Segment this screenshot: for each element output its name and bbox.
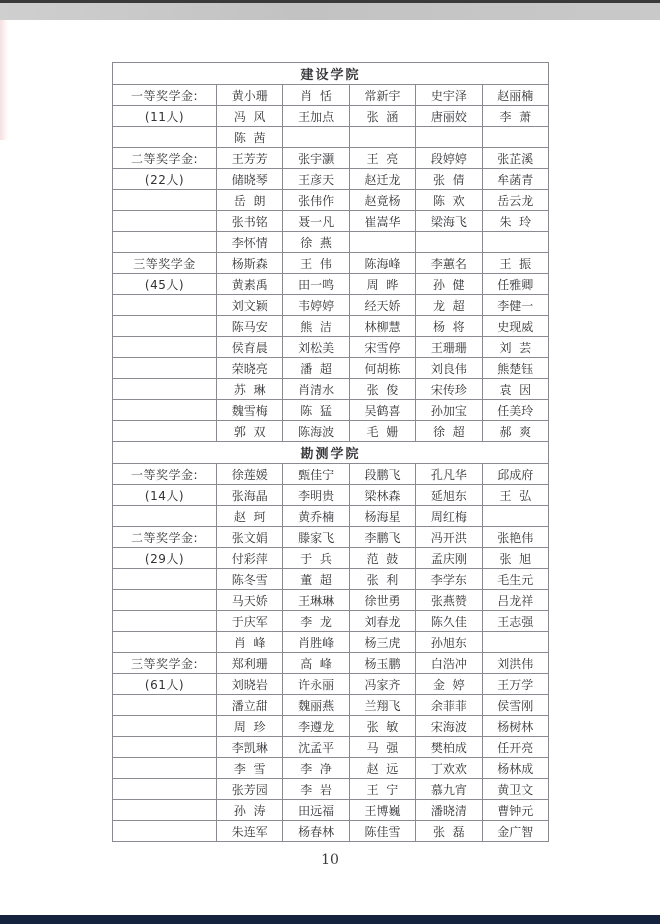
student-name-cell: 丁欢欢 [416,758,482,779]
student-name-cell: 王 振 [482,253,548,274]
student-name-cell: 张艳伟 [482,527,548,548]
award-empty-cell [113,127,217,148]
student-name-cell: 梁海飞 [416,211,482,232]
student-name-cell: 经天娇 [349,295,415,316]
student-name-cell: 魏丽燕 [283,695,349,716]
table-row [113,253,549,274]
student-name-cell: 杨海星 [349,506,415,527]
scan-bottom-bar [0,915,660,924]
student-name-cell: 张 利 [349,569,415,590]
student-name-cell: 孟庆刚 [416,548,482,569]
student-name-cell: 张 磊 [416,821,482,842]
student-name-cell: 田远福 [283,800,349,821]
student-name-cell: 赵丽楠 [482,85,548,106]
student-name-cell: 任开亮 [482,737,548,758]
scan-left-edge-shadow [0,20,8,140]
student-name-cell: 张伟作 [283,190,349,211]
award-empty-cell [113,190,217,211]
student-name-cell: 宋海波 [416,716,482,737]
student-name-cell [482,632,548,653]
student-name-cell: 董 超 [283,569,349,590]
student-name-cell: 宋雪停 [349,337,415,358]
award-empty-cell [113,695,217,716]
student-name-cell: 张海晶 [217,485,283,506]
award-empty-cell [113,358,217,379]
student-name-cell: 邱成府 [482,464,548,485]
student-name-cell: 段婷婷 [416,148,482,169]
student-name-cell: 刘春龙 [349,611,415,632]
award-empty-cell [113,590,217,611]
student-name-cell: 李健一 [482,295,548,316]
student-name-cell: 杨斯森 [217,253,283,274]
student-name-cell: 肖 恬 [283,85,349,106]
student-name-cell: 金广智 [482,821,548,842]
student-name-cell: 毛 姗 [349,421,415,442]
award-empty-cell [113,295,217,316]
student-name-cell: 徐世勇 [349,590,415,611]
award-empty-cell [113,611,217,632]
student-name-cell: 肖胜峰 [283,632,349,653]
student-name-cell: 张燕赞 [416,590,482,611]
student-name-cell: 徐 超 [416,421,482,442]
table-row [113,653,549,674]
student-name-cell [482,232,548,253]
award-empty-cell [113,506,217,527]
student-name-cell: 张宇灏 [283,148,349,169]
student-name-cell: 黄卫文 [482,779,548,800]
student-name-cell: 李怀情 [217,232,283,253]
student-name-cell: 李 龙 [283,611,349,632]
student-name-cell: 侯雪刚 [482,695,548,716]
student-name-cell: 史现威 [482,316,548,337]
student-name-cell: 王 弘 [482,485,548,506]
student-name-cell: 滕家飞 [283,527,349,548]
student-name-cell: 李凯琳 [217,737,283,758]
table-row [113,485,549,506]
student-name-cell: 熊 洁 [283,316,349,337]
page-number: 10 [321,852,339,868]
student-name-cell: 牟菡青 [482,169,548,190]
table-row [113,211,549,232]
student-name-cell: 李鹏飞 [349,527,415,548]
student-name-cell: 王 伟 [283,253,349,274]
award-count-cell: (11人) [113,106,217,127]
table-row [113,127,549,148]
award-empty-cell [113,316,217,337]
student-name-cell: 杨三虎 [349,632,415,653]
student-name-cell: 李学东 [416,569,482,590]
student-name-cell [482,506,548,527]
student-name-cell: 延旭东 [416,485,482,506]
student-name-cell: 高 峰 [283,653,349,674]
student-name-cell: 梁林森 [349,485,415,506]
student-name-cell: 于 兵 [283,548,349,569]
award-empty-cell [113,632,217,653]
student-name-cell [416,232,482,253]
student-name-cell: 余菲菲 [416,695,482,716]
award-empty-cell [113,400,217,421]
student-name-cell: 储晓琴 [217,169,283,190]
student-name-cell: 孙旭东 [416,632,482,653]
table-row [113,737,549,758]
award-name-cell: 三等奖学金: [113,653,217,674]
student-name-cell: 田一鸣 [283,274,349,295]
student-name-cell: 王彦天 [283,169,349,190]
table-row [113,379,549,400]
award-count-cell: (45人) [113,274,217,295]
table-row [113,106,549,127]
student-name-cell: 王珊珊 [416,337,482,358]
student-name-cell: 林柳慧 [349,316,415,337]
award-name-cell: 一等奖学金: [113,85,217,106]
student-name-cell: 陈久佳 [416,611,482,632]
table-row [113,758,549,779]
student-name-cell: 毛生元 [482,569,548,590]
student-name-cell: 李遵龙 [283,716,349,737]
student-name-cell: 徐莲媛 [217,464,283,485]
student-name-cell: 李 净 [283,758,349,779]
student-name-cell: 孙 健 [416,274,482,295]
table-row [113,632,549,653]
student-name-cell: 王志强 [482,611,548,632]
student-name-cell: 朱连军 [217,821,283,842]
student-name-cell: 白浩冲 [416,653,482,674]
student-name-cell: 李 萧 [482,106,548,127]
student-name-cell: 陈海波 [283,421,349,442]
student-name-cell: 陈佳雪 [349,821,415,842]
student-name-cell: 岳云龙 [482,190,548,211]
scholarship-table [112,62,549,842]
student-name-cell: 赵 远 [349,758,415,779]
student-name-cell: 唐丽姣 [416,106,482,127]
student-name-cell: 杨树林 [482,716,548,737]
award-count-cell: (29人) [113,548,217,569]
table-row [113,190,549,211]
table-row [113,716,549,737]
student-name-cell: 张文娟 [217,527,283,548]
student-name-cell: 赵迁龙 [349,169,415,190]
student-name-cell: 马 强 [349,737,415,758]
student-name-cell: 许永丽 [283,674,349,695]
student-name-cell: 张 敏 [349,716,415,737]
student-name-cell: 陈 欢 [416,190,482,211]
award-count-cell: (61人) [113,674,217,695]
award-empty-cell [113,821,217,842]
section-header-row [113,442,549,464]
student-name-cell: 李蕙名 [416,253,482,274]
student-name-cell: 杨 将 [416,316,482,337]
student-name-cell: 崔嵩华 [349,211,415,232]
student-name-cell: 王琳琳 [283,590,349,611]
award-empty-cell [113,379,217,400]
table-row [113,295,549,316]
student-name-cell: 马天娇 [217,590,283,611]
award-empty-cell [113,421,217,442]
student-name-cell: 孙 涛 [217,800,283,821]
student-name-cell: 孙加宝 [416,400,482,421]
student-name-cell [482,127,548,148]
table-row [113,821,549,842]
student-name-cell: 杨玉鹏 [349,653,415,674]
scan-top-band [0,3,660,20]
student-name-cell: 张 旭 [482,548,548,569]
table-row [113,548,549,569]
table-row [113,232,549,253]
student-name-cell: 周 珍 [217,716,283,737]
award-empty-cell [113,337,217,358]
student-name-cell: 王芳芳 [217,148,283,169]
table-row [113,506,549,527]
student-name-cell: 冯 风 [217,106,283,127]
table-row [113,148,549,169]
award-name-cell: 二等奖学金: [113,148,217,169]
student-name-cell: 陈海峰 [349,253,415,274]
award-empty-cell [113,716,217,737]
student-name-cell: 张芳园 [217,779,283,800]
student-name-cell: 陈 茜 [217,127,283,148]
student-name-cell: 郑利珊 [217,653,283,674]
award-count-cell: (22人) [113,169,217,190]
student-name-cell: 李 岩 [283,779,349,800]
student-name-cell: 肖 峰 [217,632,283,653]
student-name-cell: 龙 超 [416,295,482,316]
award-empty-cell [113,569,217,590]
student-name-cell: 张芷溪 [482,148,548,169]
student-name-cell: 段鹏飞 [349,464,415,485]
student-name-cell: 王博巍 [349,800,415,821]
award-empty-cell [113,758,217,779]
scholarship-table-container [112,62,549,842]
table-row [113,800,549,821]
table-row [113,779,549,800]
student-name-cell: 刘洪伟 [482,653,548,674]
student-name-cell: 孔凡华 [416,464,482,485]
award-empty-cell [113,232,217,253]
student-name-cell: 杨春林 [283,821,349,842]
student-name-cell: 侯育晨 [217,337,283,358]
table-row [113,590,549,611]
student-name-cell: 陈马安 [217,316,283,337]
student-name-cell: 任雅卿 [482,274,548,295]
award-name-cell: 二等奖学金: [113,527,217,548]
student-name-cell: 张 涵 [349,106,415,127]
student-name-cell [416,127,482,148]
student-name-cell: 任美玲 [482,400,548,421]
student-name-cell: 潘 超 [283,358,349,379]
student-name-cell: 何胡栋 [349,358,415,379]
student-name-cell: 周红梅 [416,506,482,527]
student-name-cell: 黄素禹 [217,274,283,295]
table-row [113,695,549,716]
table-row [113,569,549,590]
student-name-cell: 吕龙祥 [482,590,548,611]
student-name-cell: 史宇泽 [416,85,482,106]
student-name-cell: 付彩萍 [217,548,283,569]
table-row [113,400,549,421]
student-name-cell: 陈冬雪 [217,569,283,590]
scholarship-table-body [113,63,549,842]
student-name-cell: 冯家齐 [349,674,415,695]
student-name-cell: 魏雪梅 [217,400,283,421]
student-name-cell: 潘晓清 [416,800,482,821]
table-row [113,358,549,379]
student-name-cell: 常新宇 [349,85,415,106]
student-name-cell [283,127,349,148]
student-name-cell: 黄乔楠 [283,506,349,527]
student-name-cell: 刘文颖 [217,295,283,316]
section-header-row [113,63,549,85]
student-name-cell: 刘晓岩 [217,674,283,695]
section-title: 建设学院 [113,63,549,85]
student-name-cell: 赵竟杨 [349,190,415,211]
student-name-cell: 于庆军 [217,611,283,632]
student-name-cell: 冯开洪 [416,527,482,548]
award-name-cell: 一等奖学金: [113,464,217,485]
student-name-cell: 张书铭 [217,211,283,232]
student-name-cell [349,127,415,148]
award-empty-cell [113,779,217,800]
student-name-cell: 黄小珊 [217,85,283,106]
table-row [113,674,549,695]
student-name-cell: 聂一凡 [283,211,349,232]
table-row [113,464,549,485]
student-name-cell: 杨林成 [482,758,548,779]
student-name-cell: 张 俊 [349,379,415,400]
student-name-cell: 袁 因 [482,379,548,400]
student-name-cell: 潘立甜 [217,695,283,716]
student-name-cell: 宋传珍 [416,379,482,400]
student-name-cell: 王 宁 [349,779,415,800]
table-row [113,316,549,337]
student-name-cell: 郝 爽 [482,421,548,442]
section-title: 勘测学院 [113,442,549,464]
table-row [113,85,549,106]
student-name-cell: 荣晓亮 [217,358,283,379]
table-row [113,169,549,190]
student-name-cell: 周 晔 [349,274,415,295]
award-name-cell: 三等奖学金 [113,253,217,274]
student-name-cell: 苏 琳 [217,379,283,400]
student-name-cell: 曹钟元 [482,800,548,821]
student-name-cell [349,232,415,253]
student-name-cell: 甄佳宁 [283,464,349,485]
student-name-cell: 熊楚钰 [482,358,548,379]
table-row [113,611,549,632]
award-empty-cell [113,211,217,232]
student-name-cell: 王加点 [283,106,349,127]
student-name-cell: 范 鼓 [349,548,415,569]
student-name-cell: 陈 猛 [283,400,349,421]
table-row [113,337,549,358]
student-name-cell: 李明贵 [283,485,349,506]
table-row [113,274,549,295]
award-empty-cell [113,737,217,758]
award-empty-cell [113,800,217,821]
student-name-cell: 朱 玲 [482,211,548,232]
student-name-cell: 慕九宵 [416,779,482,800]
student-name-cell: 李 雪 [217,758,283,779]
student-name-cell: 樊柏成 [416,737,482,758]
student-name-cell: 吴鹤喜 [349,400,415,421]
award-count-cell: (14人) [113,485,217,506]
student-name-cell: 刘 芸 [482,337,548,358]
student-name-cell: 沈孟平 [283,737,349,758]
student-name-cell: 张 倩 [416,169,482,190]
student-name-cell: 兰翔飞 [349,695,415,716]
student-name-cell: 刘松美 [283,337,349,358]
student-name-cell: 王 亮 [349,148,415,169]
student-name-cell: 韦婷婷 [283,295,349,316]
table-row [113,527,549,548]
student-name-cell: 郭 双 [217,421,283,442]
student-name-cell: 徐 燕 [283,232,349,253]
student-name-cell: 王万学 [482,674,548,695]
student-name-cell: 赵 珂 [217,506,283,527]
student-name-cell: 肖清水 [283,379,349,400]
student-name-cell: 金 婷 [416,674,482,695]
student-name-cell: 刘良伟 [416,358,482,379]
table-row [113,421,549,442]
student-name-cell: 岳 朗 [217,190,283,211]
